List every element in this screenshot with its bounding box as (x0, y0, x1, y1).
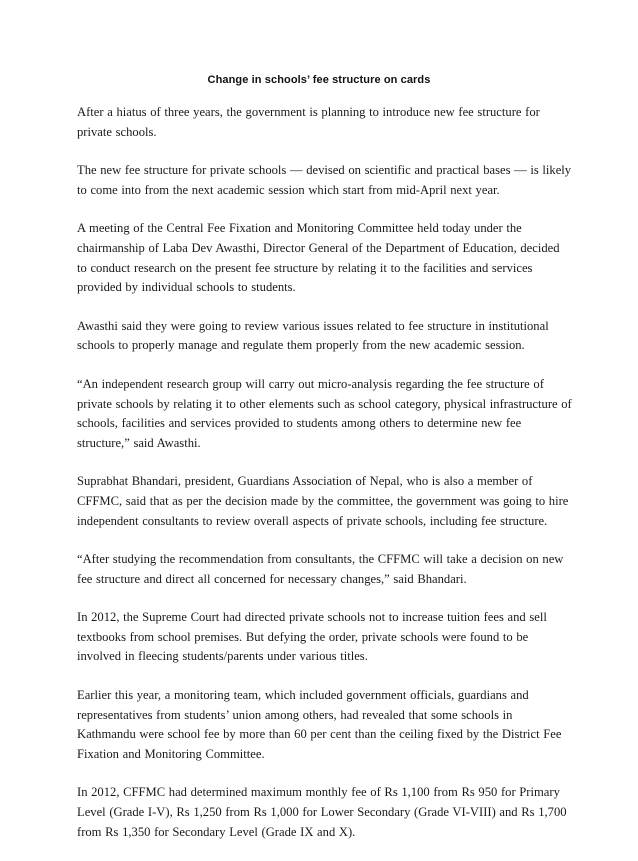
paragraph-line: fee structure and direct all concerned for necessary changes,” said Bhandari. (77, 571, 467, 586)
paragraph-line: CFFMC, said that as per the decision made by the committee, the government was going to hire (77, 493, 569, 508)
paragraph-line: In 2012, the Supreme Court had directed private schools not to increase tuition fees and sell (77, 610, 547, 625)
paragraph-line: from Rs 1,350 for Secondary Level (Grade IX and X). (77, 824, 356, 839)
paragraph-line: structure,” said Awasthi. (77, 435, 201, 450)
paragraph-line: After a hiatus of three years, the government is planning to introduce new fee structure for (77, 105, 540, 119)
paragraph-supreme-court (77, 608, 569, 667)
paragraph-intro (77, 103, 569, 142)
paragraph-line: A meeting of the Central Fee Fixation and Monitoring Committee held today under the (77, 221, 522, 236)
paragraph-bhandari-quote (77, 550, 569, 589)
paragraph-line: Awasthi said they were going to review various issues related to fee structure in institutional (77, 318, 549, 333)
paragraph-line: Fixation and Monitoring Committee. (77, 746, 265, 761)
paragraph-fee-determination (77, 783, 569, 842)
paragraph-line: private schools. (77, 124, 157, 139)
paragraph-line: The new fee structure for private schools — devised on scientific and practical bases — is likely (77, 163, 572, 178)
paragraph-line: involved in fleecing students/parents under various titles. (77, 649, 368, 664)
paragraph-bhandari (77, 472, 569, 531)
paragraph-committee-meeting (77, 219, 569, 297)
paragraph-line: textbooks from school premises. But defying the order, private schools were found to be (77, 629, 529, 644)
paragraph-line: to conduct research on the present fee structure by relating it to the facilities and services (77, 260, 533, 275)
paragraph-line: Kathmandu were school fee by more than 60 per cent than the ceiling fixed by the District Fee (77, 727, 562, 742)
paragraph-line: Suprabhat Bhandari, president, Guardians Association of Nepal, who is also a member of (77, 474, 533, 489)
paragraph-monitoring-team (77, 686, 569, 764)
paragraph-line: “After studying the recommendation from consultants, the CFFMC will take a decision on new (77, 552, 564, 567)
paragraph-line: chairmanship of Laba Dev Awasthi, Director General of the Department of Education, decided (77, 240, 560, 255)
paragraph-line: schools to properly manage and regulate them properly from the new academic session. (77, 338, 525, 353)
article-body (77, 103, 572, 861)
paragraph-line: representatives from students’ union among others, had revealed that some schools in (77, 707, 513, 722)
article-title: Change in schools’ fee structure on cards (207, 74, 431, 86)
paragraph-line: Level (Grade I-V), Rs 1,250 from Rs 1,000 for Lower Secondary (Grade VI-VIII) and Rs 1,700 (77, 805, 567, 820)
paragraph-awasthi-quote (77, 375, 572, 453)
paragraph-new-fee-structure (77, 161, 572, 200)
paragraph-line: independent consultants to review overall aspects of private schools, including fee structure. (77, 513, 548, 528)
paragraph-line: provided by individual schools to students. (77, 280, 296, 295)
paragraph-line: private schools by relating it to other elements such as school category, physical infrastructure of (77, 396, 572, 411)
paragraph-line: “An independent research group will carry out micro-analysis regarding the fee structure of (77, 376, 544, 391)
paragraph-line: to come into from the next academic session which start from mid-April next year. (77, 182, 500, 197)
paragraph-line: In 2012, CFFMC had determined maximum monthly fee of Rs 1,100 from Rs 950 for Primary (77, 785, 560, 800)
paragraph-awasthi-review (77, 317, 569, 356)
paragraph-line: schools, facilities and services provided to students among others to determine new fee (77, 416, 522, 431)
paragraph-line: Earlier this year, a monitoring team, which included government officials, guardians and (77, 688, 529, 703)
